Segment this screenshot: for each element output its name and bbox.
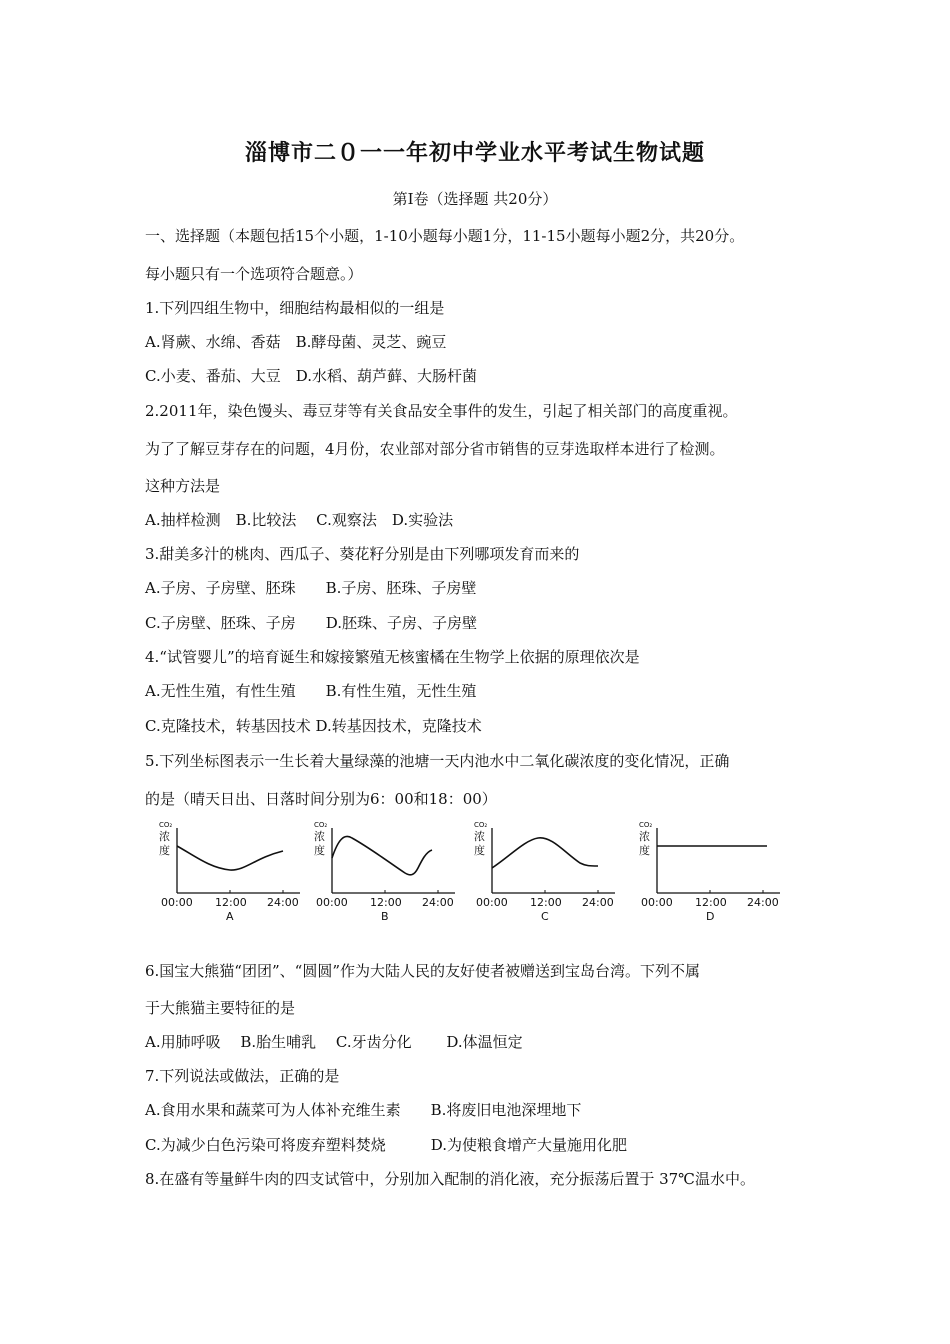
question-6: 6.国宝大熊猫“团团”、“圆圆”作为大陆人民的友好使者被赠送到宝岛台湾。下列不属 <box>145 962 700 980</box>
text-line: 一、选择题（本题包括15个小题，1-10小题每小题1分，11-15小题每小题2分，共20分。 <box>145 227 745 245</box>
text-line: 的是（晴天日出、日落时间分别为6：00和18：00） <box>145 790 497 808</box>
option-line: C.克隆技术，转基因技术 D.转基因技术，克隆技术 <box>145 717 482 735</box>
graph-d <box>635 818 795 930</box>
question-4: 4.“试管婴儿”的培育诞生和嫁接繁殖无核蜜橘在生物学上依据的原理依次是 <box>145 648 640 666</box>
option-line: A.抽样检测 B.比较法 C.观察法 D.实验法 <box>145 511 454 529</box>
option-line: A.子房、子房壁、胚珠 B.子房、胚珠、子房壁 <box>145 579 477 597</box>
option-line: A.用肺呼吸 B.胎生哺乳 C.牙齿分化 D.体温恒定 <box>145 1033 523 1051</box>
graph-c-y-label: 浓 <box>474 830 485 843</box>
graph-c-tick: 12:00 <box>530 896 562 909</box>
option-line: A.食用水果和蔬菜可为人体补充维生素 B.将废旧电池深埋地下 <box>145 1101 582 1119</box>
graph-c-y-label: 度 <box>474 844 485 857</box>
graph-a-y-label: 浓 <box>159 830 170 843</box>
graph-c-tick: 24:00 <box>582 896 614 909</box>
graph-b-y-unit: CO₂ <box>314 821 328 829</box>
question-3: 3.甜美多汁的桃肉、西瓜子、葵花籽分别是由下列哪项发育而来的 <box>145 545 580 563</box>
graph-d-tick: 24:00 <box>747 896 779 909</box>
question-8: 8.在盛有等量鲜牛肉的四支试管中，分别加入配制的消化液，充分振荡后置于 37℃温水中。 <box>145 1170 755 1188</box>
graph-b-letter: B <box>381 910 389 923</box>
graph-d-tick: 12:00 <box>695 896 727 909</box>
question-5: 5.下列坐标图表示一生长着大量绿藻的池塘一天内池水中二氧化碳浓度的变化情况，正确 <box>145 752 730 770</box>
option-line: A.无性生殖，有性生殖 B.有性生殖，无性生殖 <box>145 682 477 700</box>
graph-d-tick: 00:00 <box>641 896 673 909</box>
graph-c <box>470 818 630 930</box>
graph-a-y-unit: CO₂ <box>159 821 173 829</box>
option-line: C.为减少白色污染可将废弃塑料焚烧 D.为使粮食增产大量施用化肥 <box>145 1136 627 1154</box>
graph-b-tick: 24:00 <box>422 896 454 909</box>
option-line: A.肾蕨、水绵、香菇 B.酵母菌、灵芝、豌豆 <box>145 333 447 351</box>
graph-c-letter: C <box>541 910 549 923</box>
option-line: C.小麦、番茄、大豆 D.水稻、葫芦藓、大肠杆菌 <box>145 367 477 385</box>
question-2: 2.2011年，染色馒头、毒豆芽等有关食品安全事件的发生，引起了相关部门的高度重视。 <box>145 402 738 420</box>
question-1: 1.下列四组生物中，细胞结构最相似的一组是 <box>145 299 445 317</box>
text-line: 这种方法是 <box>145 477 221 495</box>
option-line: C.子房壁、胚珠、子房 D.胚珠、子房、子房壁 <box>145 614 477 632</box>
graph-a-tick: 00:00 <box>161 896 193 909</box>
text-line: 为了了解豆芽存在的问题，4月份，农业部对部分省市销售的豆芽选取样本进行了检测。 <box>145 440 725 458</box>
graph-a-y-label: 度 <box>159 844 170 857</box>
graph-b-tick: 12:00 <box>370 896 402 909</box>
co2-graphs <box>145 818 805 930</box>
graph-d-y-label: 度 <box>639 844 650 857</box>
graph-b-y-label: 浓 <box>314 830 325 843</box>
graph-b-tick: 00:00 <box>316 896 348 909</box>
graph-a-tick: 24:00 <box>267 896 299 909</box>
graph-c-tick: 00:00 <box>476 896 508 909</box>
graph-a-letter: A <box>226 910 234 923</box>
graph-c-y-unit: CO₂ <box>474 821 488 829</box>
page-title: 淄博市二０一一年初中学业水平考试生物试题 <box>244 140 705 166</box>
question-7: 7.下列说法或做法，正确的是 <box>145 1067 340 1085</box>
text-line: 每小题只有一个选项符合题意。） <box>145 265 363 283</box>
graph-b <box>310 818 470 930</box>
text-line: 于大熊猫主要特征的是 <box>145 999 296 1017</box>
graph-d-y-label: 浓 <box>639 830 650 843</box>
graph-b-y-label: 度 <box>314 844 325 857</box>
graph-a <box>155 818 315 930</box>
graph-a-tick: 12:00 <box>215 896 247 909</box>
section-subtitle: 第Ⅰ卷（选择题 共20分） <box>392 190 558 208</box>
graph-d-y-unit: CO₂ <box>639 821 653 829</box>
graph-d-letter: D <box>706 910 715 923</box>
